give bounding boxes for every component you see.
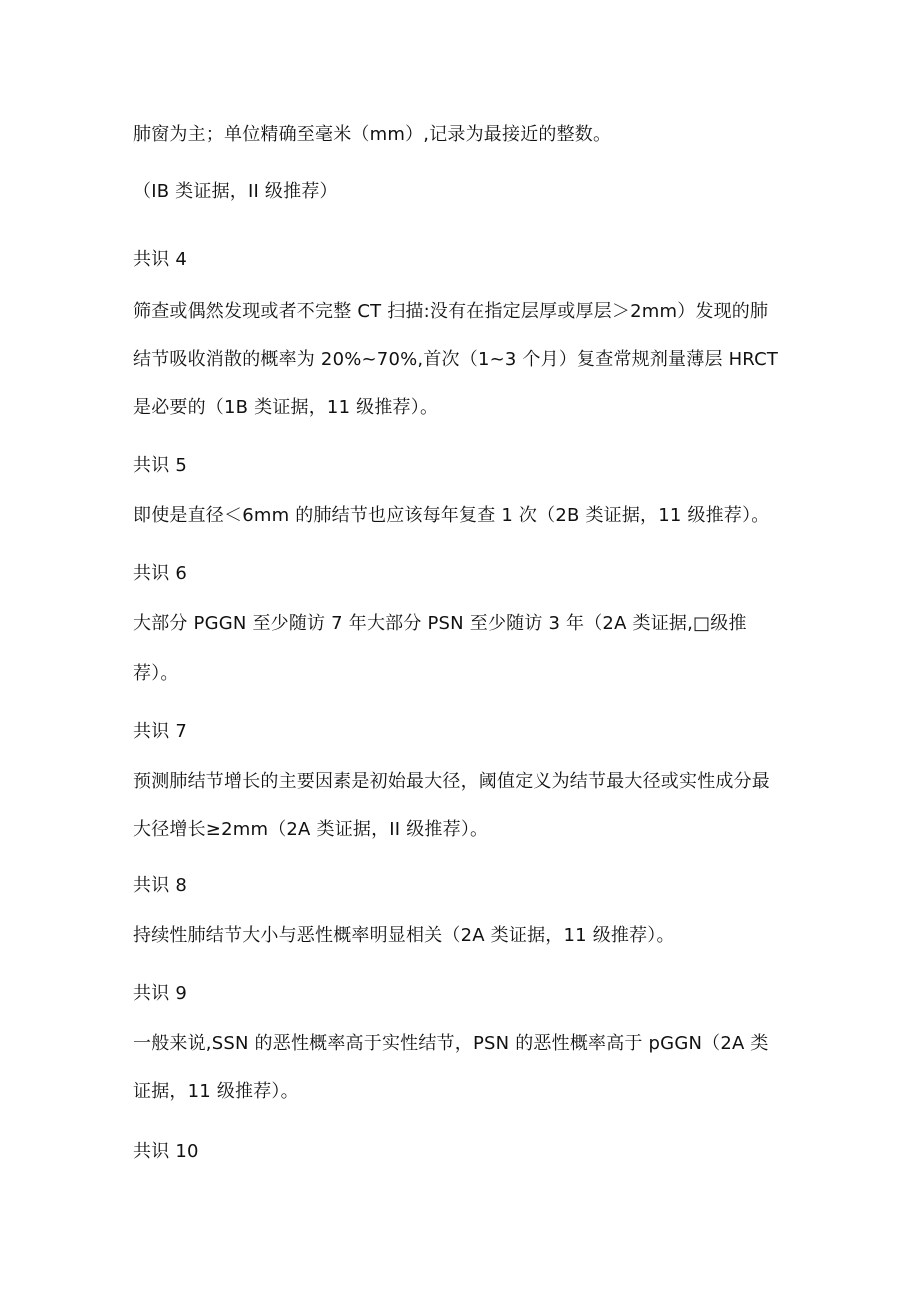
- section-heading: 共识 5: [133, 455, 187, 476]
- evidence-note: （IB 类证据，II 级推荐）: [133, 181, 338, 202]
- section-heading: 共识 9: [133, 983, 187, 1004]
- paragraph-line: 持续性肺结节大小与恶性概率明显相关（2A 类证据，11 级推荐）。: [133, 925, 675, 946]
- section-heading: 共识 7: [133, 721, 187, 742]
- paragraph-line: 肺窗为主；单位精确至毫米（mm）,记录为最接近的整数。: [133, 124, 612, 145]
- paragraph-line: 即使是直径＜6mm 的肺结节也应该每年复查 1 次（2B 类证据，11 级推荐）。: [133, 505, 770, 526]
- section-heading: 共识 4: [133, 249, 187, 270]
- paragraph-line: 结节吸收消散的概率为 20%~70%,首次（1~3 个月）复查常规剂量薄层 HRCT: [133, 349, 779, 370]
- section-heading: 共识 6: [133, 563, 187, 584]
- section-heading: 共识 10: [133, 1141, 199, 1162]
- paragraph-line: 是必要的（1B 类证据，11 级推荐）。: [133, 397, 439, 418]
- paragraph-line: 大部分 PGGN 至少随访 7 年大部分 PSN 至少随访 3 年（2A 类证据,□级推: [133, 613, 747, 634]
- paragraph-line: 筛查或偶然发现或者不完整 CT 扫描:没有在指定层厚或厚层＞2mm）发现的肺: [133, 301, 769, 322]
- paragraph-line: 荐）。: [133, 663, 179, 684]
- paragraph-line: 预测肺结节增长的主要因素是初始最大径，阈值定义为结节最大径或实性成分最: [133, 771, 770, 792]
- paragraph-line: 一般来说,SSN 的恶性概率高于实性结节，PSN 的恶性概率高于 pGGN（2A 类: [133, 1033, 769, 1054]
- paragraph-line: 大径增长≥2mm（2A 类证据，II 级推荐）。: [133, 819, 489, 840]
- section-heading: 共识 8: [133, 875, 187, 896]
- paragraph-line: 证据，11 级推荐）。: [133, 1081, 299, 1102]
